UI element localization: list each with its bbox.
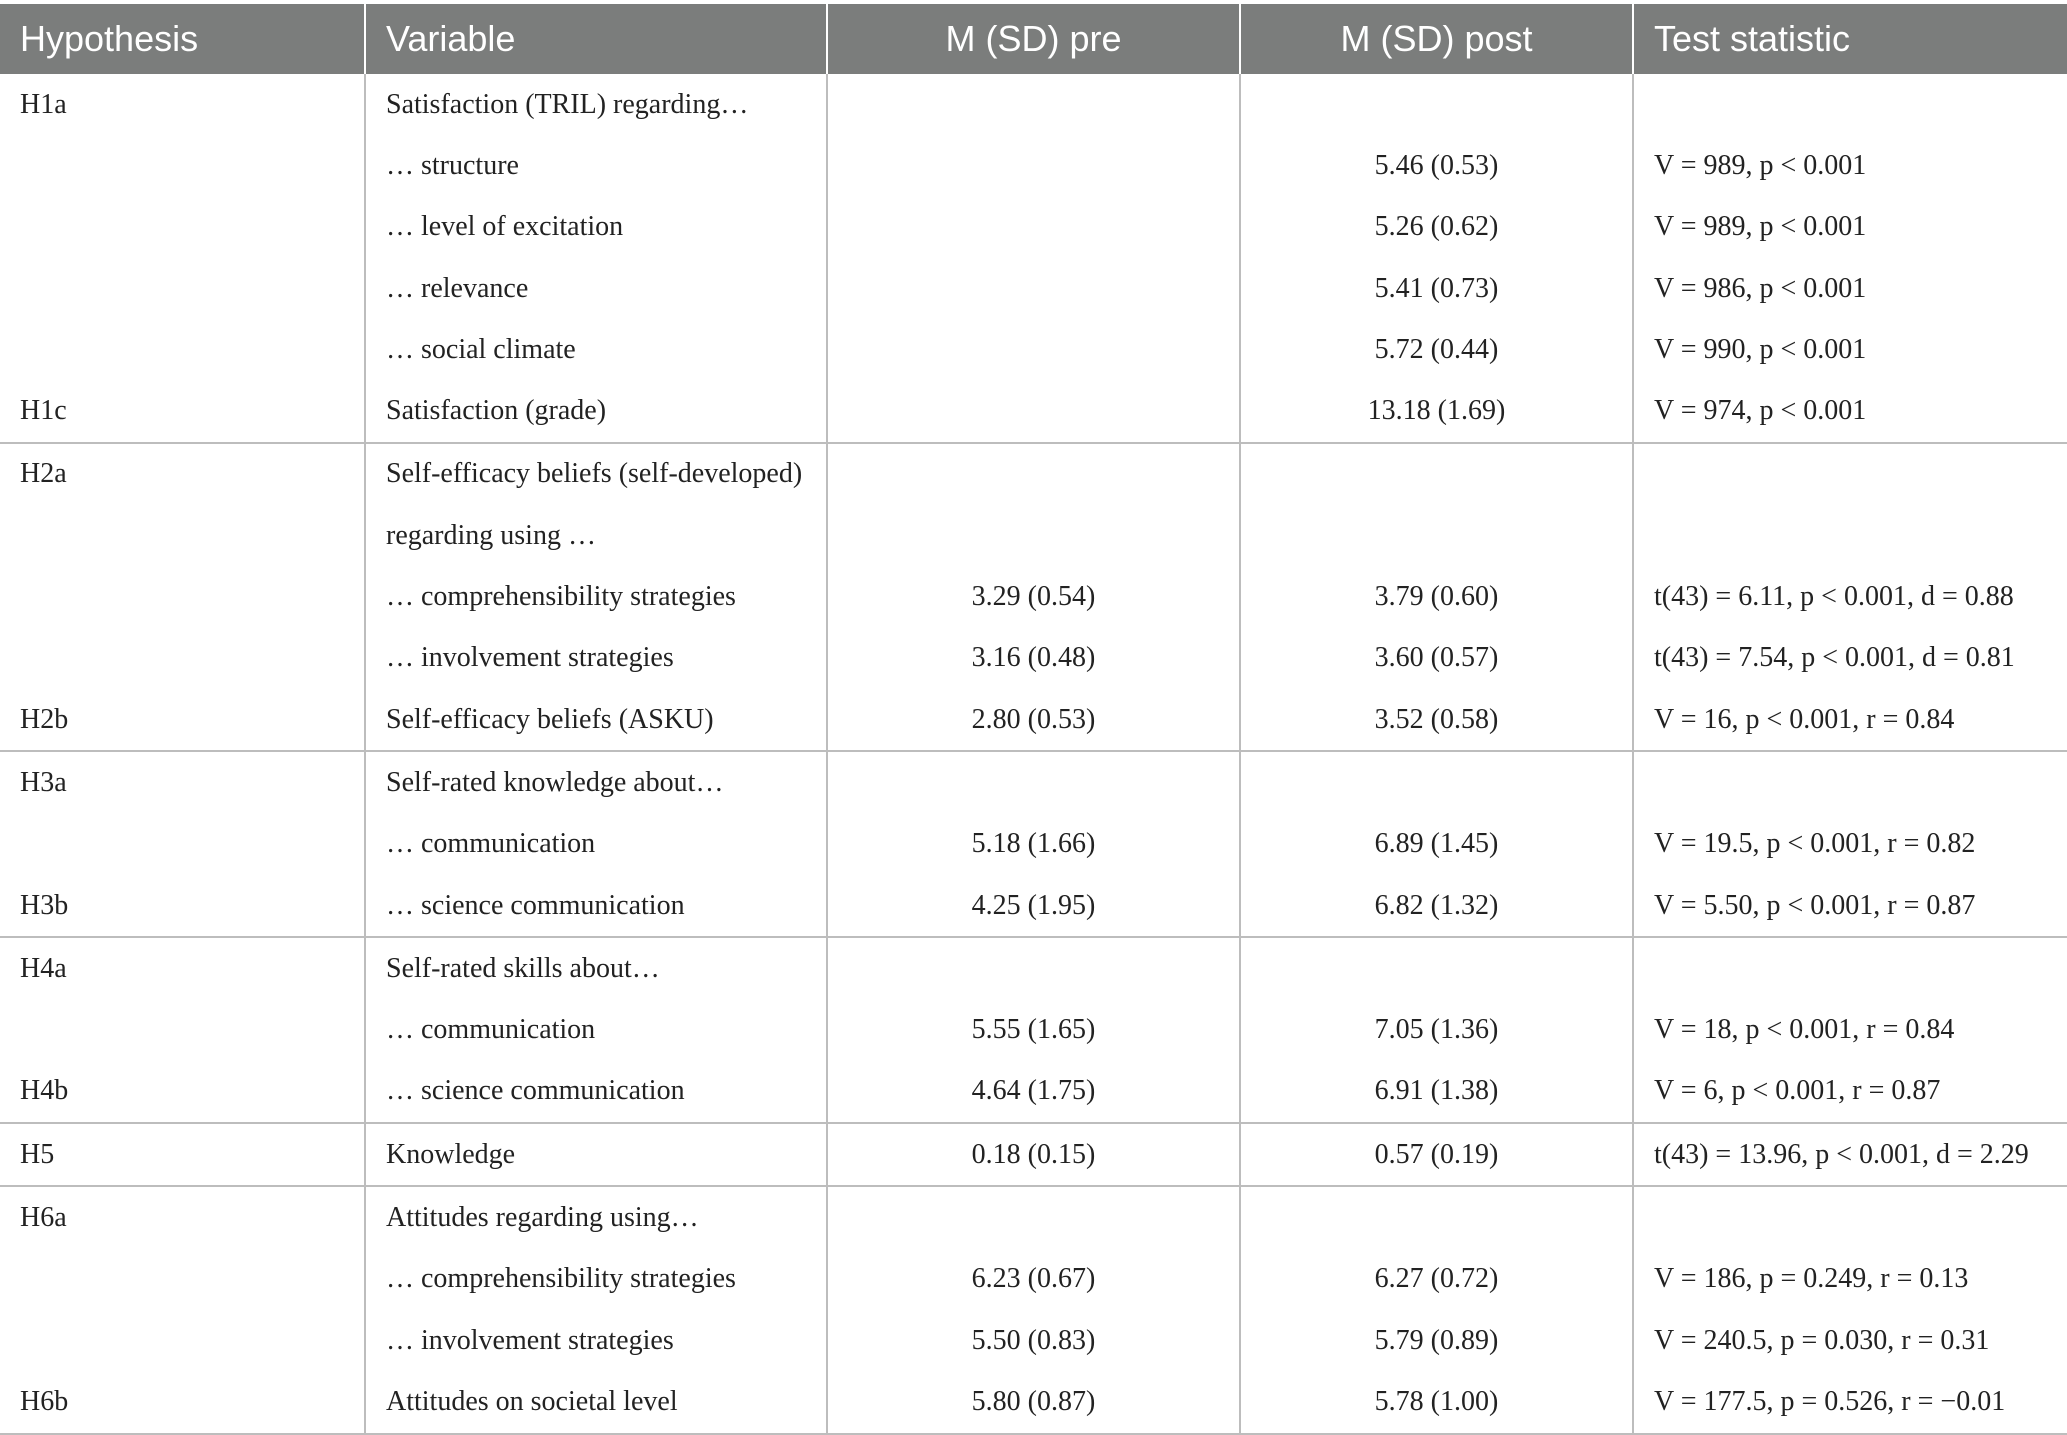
cell-variable: … communication bbox=[365, 814, 827, 875]
cell-pre bbox=[827, 937, 1240, 999]
cell-hypothesis bbox=[0, 999, 365, 1060]
table-row bbox=[0, 937, 2067, 999]
cell-pre bbox=[827, 380, 1240, 442]
cell-hypothesis: H2a bbox=[0, 443, 365, 505]
cell-hypothesis bbox=[0, 135, 365, 196]
cell-hypothesis: H1c bbox=[0, 380, 365, 442]
cell-variable: … science communication bbox=[365, 1061, 827, 1123]
cell-pre bbox=[827, 135, 1240, 196]
cell-variable: … science communication bbox=[365, 875, 827, 937]
table-row bbox=[0, 875, 2067, 937]
table-row bbox=[0, 999, 2067, 1060]
cell-post: 5.79 (0.89) bbox=[1240, 1310, 1633, 1371]
cell-post bbox=[1240, 505, 1633, 566]
results-table bbox=[0, 4, 2067, 1435]
cell-post: 6.82 (1.32) bbox=[1240, 875, 1633, 937]
cell-hypothesis: H1a bbox=[0, 74, 365, 135]
cell-pre bbox=[827, 197, 1240, 258]
cell-hypothesis bbox=[0, 258, 365, 319]
cell-hypothesis: H3b bbox=[0, 875, 365, 937]
cell-hypothesis bbox=[0, 628, 365, 689]
cell-test-statistic: V = 989, p < 0.001 bbox=[1654, 211, 1867, 243]
cell-test-statistic: V = 990, p < 0.001 bbox=[1654, 333, 1867, 365]
table-row bbox=[0, 443, 2067, 505]
cell-variable: … structure bbox=[365, 135, 827, 196]
cell-pre bbox=[827, 319, 1240, 380]
cell-variable: … relevance bbox=[365, 258, 827, 319]
cell-post: 5.78 (1.00) bbox=[1240, 1371, 1633, 1433]
table-row bbox=[0, 628, 2067, 689]
cell-variable: Satisfaction (grade) bbox=[365, 380, 827, 442]
cell-test-statistic: V = 18, p < 0.001, r = 0.84 bbox=[1654, 1014, 1955, 1046]
cell-pre: 6.23 (0.67) bbox=[827, 1249, 1240, 1310]
table-row bbox=[0, 751, 2067, 813]
cell-post bbox=[1240, 74, 1633, 135]
cell-pre bbox=[827, 505, 1240, 566]
table-row bbox=[0, 505, 2067, 566]
cell-post: 5.72 (0.44) bbox=[1240, 319, 1633, 380]
table-row bbox=[0, 689, 2067, 751]
cell-test-statistic: V = 986, p < 0.001 bbox=[1654, 272, 1867, 304]
cell-hypothesis bbox=[0, 505, 365, 566]
cell-post: 5.41 (0.73) bbox=[1240, 258, 1633, 319]
cell-hypothesis: H2b bbox=[0, 689, 365, 751]
cell-variable: … communication bbox=[365, 999, 827, 1060]
cell-pre: 0.18 (0.15) bbox=[827, 1123, 1240, 1186]
cell-test-statistic: V = 177.5, p = 0.526, r = −0.01 bbox=[1633, 1371, 2067, 1433]
cell-hypothesis bbox=[0, 814, 365, 875]
cell-test-statistic: V = 6, p < 0.001, r = 0.87 bbox=[1654, 1075, 1941, 1107]
header-hypothesis: Hypothesis bbox=[0, 4, 365, 74]
cell-post: 6.91 (1.38) bbox=[1240, 1061, 1633, 1123]
cell-hypothesis bbox=[0, 319, 365, 380]
cell-hypothesis: H6b bbox=[0, 1371, 365, 1433]
cell-pre: 5.80 (0.87) bbox=[827, 1371, 1240, 1433]
cell-test-statistic bbox=[1633, 937, 2067, 999]
table-row bbox=[0, 319, 2067, 380]
cell-pre: 5.50 (0.83) bbox=[827, 1310, 1240, 1371]
cell-variable: Attitudes on societal level bbox=[365, 1371, 827, 1433]
table-row bbox=[0, 135, 2067, 196]
cell-post: 3.52 (0.58) bbox=[1240, 689, 1633, 751]
cell-hypothesis bbox=[0, 566, 365, 627]
cell-test-statistic: V = 989, p < 0.001 bbox=[1654, 149, 1867, 181]
cell-post: 6.89 (1.45) bbox=[1240, 814, 1633, 875]
cell-variable: Attitudes regarding using… bbox=[365, 1186, 827, 1248]
table-row bbox=[0, 1310, 2067, 1371]
table-row bbox=[0, 380, 2067, 442]
cell-hypothesis bbox=[0, 197, 365, 258]
cell-pre bbox=[827, 74, 1240, 135]
table-row bbox=[0, 1061, 2067, 1123]
table-row bbox=[0, 1123, 2067, 1186]
cell-variable: Satisfaction (TRIL) regarding… bbox=[365, 74, 827, 135]
cell-hypothesis: H3a bbox=[0, 751, 365, 813]
cell-test-statistic: V = 5.50, p < 0.001, r = 0.87 bbox=[1654, 889, 1976, 921]
cell-post bbox=[1240, 443, 1633, 505]
cell-post: 5.46 (0.53) bbox=[1240, 135, 1633, 196]
cell-variable: … involvement strategies bbox=[365, 1310, 827, 1371]
table-body bbox=[0, 74, 2067, 1434]
header-variable: Variable bbox=[365, 4, 827, 74]
cell-post bbox=[1240, 937, 1633, 999]
cell-pre: 3.16 (0.48) bbox=[827, 628, 1240, 689]
cell-pre: 4.64 (1.75) bbox=[827, 1061, 1240, 1123]
cell-variable: … involvement strategies bbox=[365, 628, 827, 689]
header-pre: M (SD) pre bbox=[827, 4, 1240, 74]
cell-test-statistic: t(43) = 7.54, p < 0.001, d = 0.81 bbox=[1654, 642, 2015, 674]
cell-pre bbox=[827, 1186, 1240, 1248]
cell-variable: … comprehensibility strategies bbox=[365, 1249, 827, 1310]
cell-hypothesis: H6a bbox=[0, 1186, 365, 1248]
cell-test-statistic bbox=[1633, 1186, 2067, 1248]
cell-test-statistic bbox=[1633, 751, 2067, 813]
cell-hypothesis bbox=[0, 1249, 365, 1310]
cell-variable: … comprehensibility strategies bbox=[365, 566, 827, 627]
cell-post: 7.05 (1.36) bbox=[1240, 999, 1633, 1060]
cell-test-statistic bbox=[1633, 74, 2067, 135]
cell-test-statistic: t(43) = 6.11, p < 0.001, d = 0.88 bbox=[1654, 581, 2014, 613]
cell-hypothesis: H5 bbox=[0, 1123, 365, 1186]
cell-test-statistic bbox=[1633, 505, 2067, 566]
header-row bbox=[0, 4, 2067, 74]
cell-variable: Knowledge bbox=[365, 1123, 827, 1186]
cell-test-statistic bbox=[1633, 443, 2067, 505]
cell-pre bbox=[827, 258, 1240, 319]
cell-test-statistic: t(43) = 13.96, p < 0.001, d = 2.29 bbox=[1633, 1123, 2067, 1186]
cell-post: 3.60 (0.57) bbox=[1240, 628, 1633, 689]
cell-test-statistic: V = 974, p < 0.001 bbox=[1654, 395, 1867, 427]
table-header bbox=[0, 4, 2067, 74]
table-row bbox=[0, 1371, 2067, 1433]
table-row bbox=[0, 566, 2067, 627]
header-post: M (SD) post bbox=[1240, 4, 1633, 74]
cell-test-statistic: V = 186, p = 0.249, r = 0.13 bbox=[1654, 1263, 1969, 1295]
cell-variable: regarding using … bbox=[365, 505, 827, 566]
cell-variable: Self-rated knowledge about… bbox=[365, 751, 827, 813]
cell-post: 6.27 (0.72) bbox=[1240, 1249, 1633, 1310]
cell-hypothesis: H4b bbox=[0, 1061, 365, 1123]
cell-post: 3.79 (0.60) bbox=[1240, 566, 1633, 627]
cell-hypothesis: H4a bbox=[0, 937, 365, 999]
table-row bbox=[0, 197, 2067, 258]
cell-variable: … level of excitation bbox=[365, 197, 827, 258]
cell-variable: Self-rated skills about… bbox=[365, 937, 827, 999]
cell-post bbox=[1240, 751, 1633, 813]
cell-pre: 5.18 (1.66) bbox=[827, 814, 1240, 875]
cell-variable: Self-efficacy beliefs (self-developed) bbox=[365, 443, 827, 505]
cell-variable: Self-efficacy beliefs (ASKU) bbox=[365, 689, 827, 751]
cell-pre: 4.25 (1.95) bbox=[827, 875, 1240, 937]
cell-pre bbox=[827, 443, 1240, 505]
cell-pre: 3.29 (0.54) bbox=[827, 566, 1240, 627]
cell-pre bbox=[827, 751, 1240, 813]
cell-pre: 5.55 (1.65) bbox=[827, 999, 1240, 1060]
cell-variable: … social climate bbox=[365, 319, 827, 380]
table-row bbox=[0, 74, 2067, 135]
cell-post: 5.26 (0.62) bbox=[1240, 197, 1633, 258]
cell-post: 13.18 (1.69) bbox=[1240, 380, 1633, 442]
table-row bbox=[0, 1186, 2067, 1248]
cell-pre: 2.80 (0.53) bbox=[827, 689, 1240, 751]
cell-post: 0.57 (0.19) bbox=[1240, 1123, 1633, 1186]
table-row bbox=[0, 814, 2067, 875]
table-row bbox=[0, 1249, 2067, 1310]
cell-test-statistic: V = 19.5, p < 0.001, r = 0.82 bbox=[1654, 828, 1976, 860]
cell-test-statistic: V = 16, p < 0.001, r = 0.84 bbox=[1654, 703, 1955, 735]
cell-test-statistic: V = 240.5, p = 0.030, r = 0.31 bbox=[1654, 1324, 1990, 1356]
header-test-statistic: Test statistic bbox=[1633, 4, 2067, 74]
table-row bbox=[0, 258, 2067, 319]
cell-hypothesis bbox=[0, 1310, 365, 1371]
cell-post bbox=[1240, 1186, 1633, 1248]
